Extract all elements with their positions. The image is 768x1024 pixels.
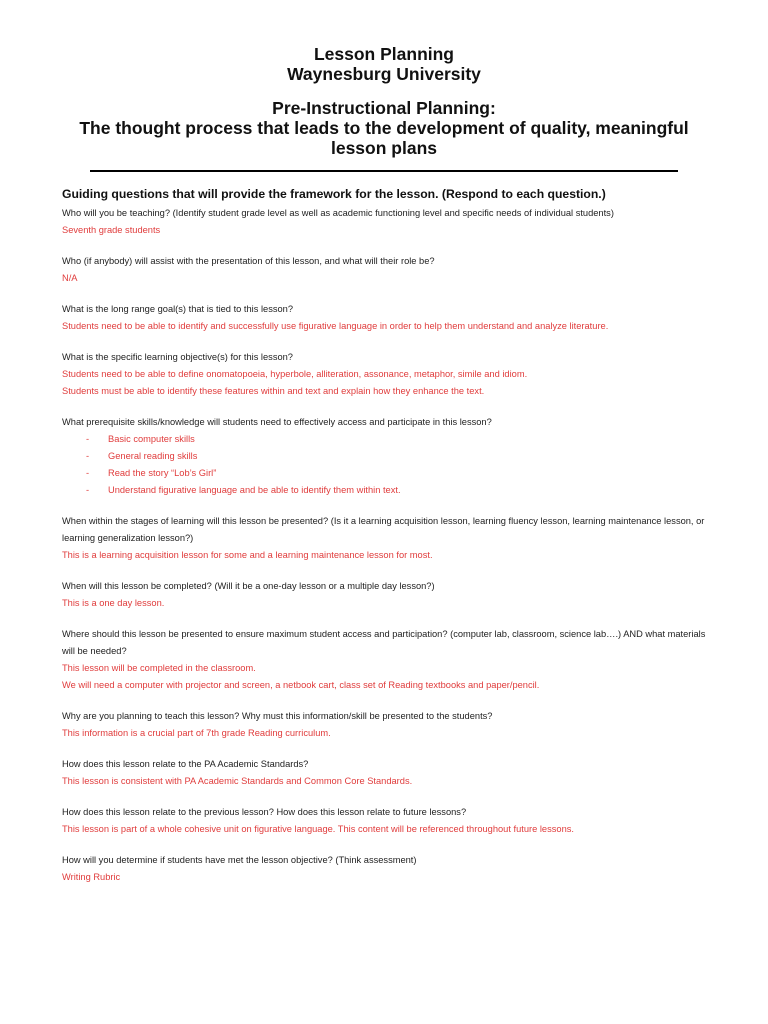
question-text: Who (if anybody) will assist with the presentation of this lesson, and what will their role be? — [62, 256, 435, 266]
document-header — [62, 44, 706, 158]
dash-bullet-icon: - — [86, 468, 90, 478]
answer-text: We will need a computer with projector and screen, a netbook cart, class set of Reading textbooks and paper/pencil. — [62, 680, 540, 690]
question-text: When within the stages of learning will this lesson be presented? (Is it a learning acquisition lesson, learning fluency lesson, learning maintenance lesson, or learning generalization lesson?) — [62, 516, 705, 543]
question-text: How does this lesson relate to the PA Academic Standards? — [62, 759, 309, 769]
header-title: Lesson Planning — [313, 44, 455, 64]
dash-bullet-icon: - — [86, 434, 90, 444]
question-text: How will you determine if students have met the lesson objective? (Think assessment) — [62, 855, 417, 865]
header-divider — [90, 170, 678, 172]
question-text: Who will you be teaching? (Identify student grade level as well as academic functioning level and specific needs of individual students) — [62, 208, 614, 218]
answer-text: This is a one day lesson. — [62, 598, 165, 608]
header-university: Waynesburg University — [287, 64, 481, 84]
prerequisite-list — [62, 431, 706, 499]
answer-text: This lesson will be completed in the classroom. — [62, 663, 256, 673]
header-subtitle: Pre-Instructional Planning: — [272, 98, 496, 118]
question-list — [62, 205, 706, 886]
list-item-text: Understand figurative language and be able to identify them within text. — [108, 485, 401, 495]
answer-text: Students must be able to identify these features within and text and explain how they enhance the text. — [62, 386, 485, 396]
question-text: How does this lesson relate to the previous lesson? How does this lesson relate to future lessons? — [62, 807, 467, 817]
question-text: What is the long range goal(s) that is tied to this lesson? — [62, 304, 293, 314]
list-item-text: General reading skills — [108, 451, 198, 461]
list-item — [86, 465, 706, 482]
answer-text: This information is a crucial part of 7th grade Reading curriculum. — [62, 728, 331, 738]
list-item — [86, 431, 706, 448]
answer-text: This lesson is consistent with PA Academic Standards and Common Core Standards. — [62, 776, 413, 786]
answer-text: This lesson is part of a whole cohesive unit on figurative language. This content will be referenced throughout future lessons. — [62, 824, 574, 834]
dash-bullet-icon: - — [86, 485, 90, 495]
answer-text: Students need to be able to identify and successfully use figurative language in order to help them understand and analyze literature. — [62, 321, 609, 331]
guiding-questions-intro: Guiding questions that will provide the framework for the lesson. (Respond to each question.) — [62, 187, 606, 201]
answer-text: Seventh grade students — [62, 225, 161, 235]
question-text: What is the specific learning objective(s) for this lesson? — [62, 352, 293, 362]
answer-text: N/A — [62, 273, 78, 283]
list-item-text: Basic computer skills — [108, 434, 195, 444]
header-description: The thought process that leads to the development of quality, meaningful — [79, 118, 689, 138]
question-text: Why are you planning to teach this lesson? Why must this information/skill be presented to the students? — [62, 711, 493, 721]
list-item — [86, 482, 706, 499]
answer-text: This is a learning acquisition lesson for some and a learning maintenance lesson for most. — [62, 550, 433, 560]
dash-bullet-icon: - — [86, 451, 90, 461]
header-description-cont: lesson plans — [330, 138, 437, 158]
answer-text: Students need to be able to define onomatopoeia, hyperbole, alliteration, assonance, metaphor, simile and idiom. — [62, 369, 528, 379]
list-item-text: Read the story “Lob’s Girl” — [108, 468, 217, 478]
question-text: What prerequisite skills/knowledge will students need to effectively access and participate in this lesson? — [62, 417, 492, 427]
list-item — [86, 448, 706, 465]
question-text: When will this lesson be completed? (Will it be a one-day lesson or a multiple day lesson?) — [62, 581, 435, 591]
answer-text: Writing Rubric — [62, 872, 121, 882]
question-text: Where should this lesson be presented to ensure maximum student access and participation? (computer lab, classroom, science lab….) AND what materials will be needed? — [62, 629, 706, 656]
